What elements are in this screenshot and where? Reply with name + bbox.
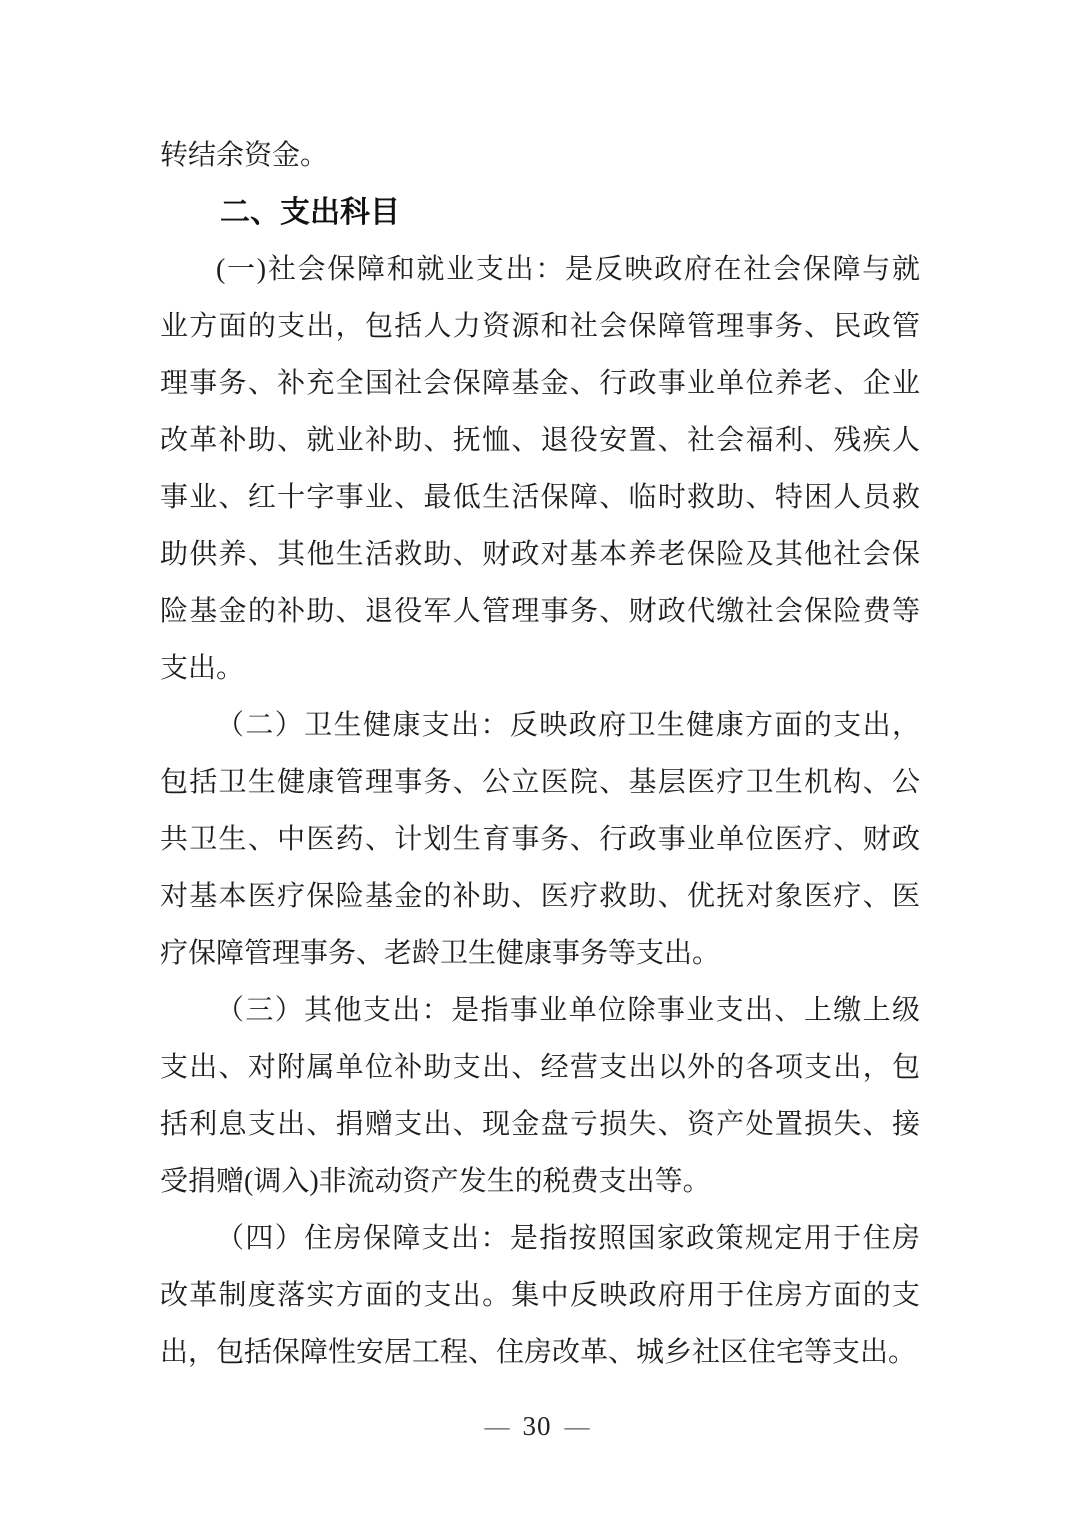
text-line: 包括卫生健康管理事务、公立医院、基层医疗卫生机构、公 bbox=[160, 767, 920, 798]
text-line: 对基本医疗保险基金的补助、医疗救助、优抚对象医疗、医 bbox=[160, 881, 920, 912]
text-line: （二）卫生健康支出：反映政府卫生健康方面的支出， bbox=[216, 710, 920, 741]
text-line: 助供养、其他生活救助、财政对基本养老保险及其他社会保 bbox=[160, 539, 920, 570]
text-line: 事业、红十字事业、最低生活保障、临时救助、特困人员救 bbox=[160, 482, 920, 513]
text-line: 险基金的补助、退役军人管理事务、财政代缴社会保险费等 bbox=[160, 596, 920, 627]
text-line: 业方面的支出，包括人力资源和社会保障管理事务、民政管 bbox=[160, 311, 920, 342]
text-line: 改革制度落实方面的支出。集中反映政府用于住房方面的支 bbox=[160, 1280, 920, 1311]
text-line: 共卫生、中医药、计划生育事务、行政事业单位医疗、财政 bbox=[160, 824, 920, 855]
text-block bbox=[160, 127, 920, 1381]
text-line: （三）其他支出：是指事业单位除事业支出、上缴上级 bbox=[216, 995, 920, 1026]
text-line: 疗保障管理事务、老龄卫生健康事务等支出。 bbox=[160, 938, 721, 969]
text-line: 改革补助、就业补助、抚恤、退役安置、社会福利、残疾人 bbox=[160, 425, 920, 456]
footer-dash-right: — bbox=[564, 1414, 590, 1441]
text-line: (一)社会保障和就业支出：是反映政府在社会保障与就 bbox=[216, 254, 920, 285]
text-line: 括利息支出、捐赠支出、现金盘亏损失、资产处置损失、接 bbox=[160, 1109, 920, 1140]
text-line: 出，包括保障性安居工程、住房改革、城乡社区住宅等支出。 bbox=[160, 1337, 917, 1368]
text-line: 理事务、补充全国社会保障基金、行政事业单位养老、企业 bbox=[160, 368, 920, 399]
page-number: 30 bbox=[522, 1411, 552, 1441]
text-line: 转结余资金。 bbox=[160, 140, 329, 171]
page-footer bbox=[0, 1406, 1074, 1448]
text-line: 支出、对附属单位补助支出、经营支出以外的各项支出，包 bbox=[160, 1052, 920, 1083]
text-line: 支出。 bbox=[160, 653, 245, 684]
text-line: （四）住房保障支出：是指按照国家政策规定用于住房 bbox=[216, 1223, 920, 1254]
section-heading: 二、支出科目 bbox=[220, 196, 400, 229]
text-line: 受捐赠(调入)非流动资产发生的税费支出等。 bbox=[160, 1166, 711, 1197]
footer-dash-left: — bbox=[484, 1414, 510, 1441]
